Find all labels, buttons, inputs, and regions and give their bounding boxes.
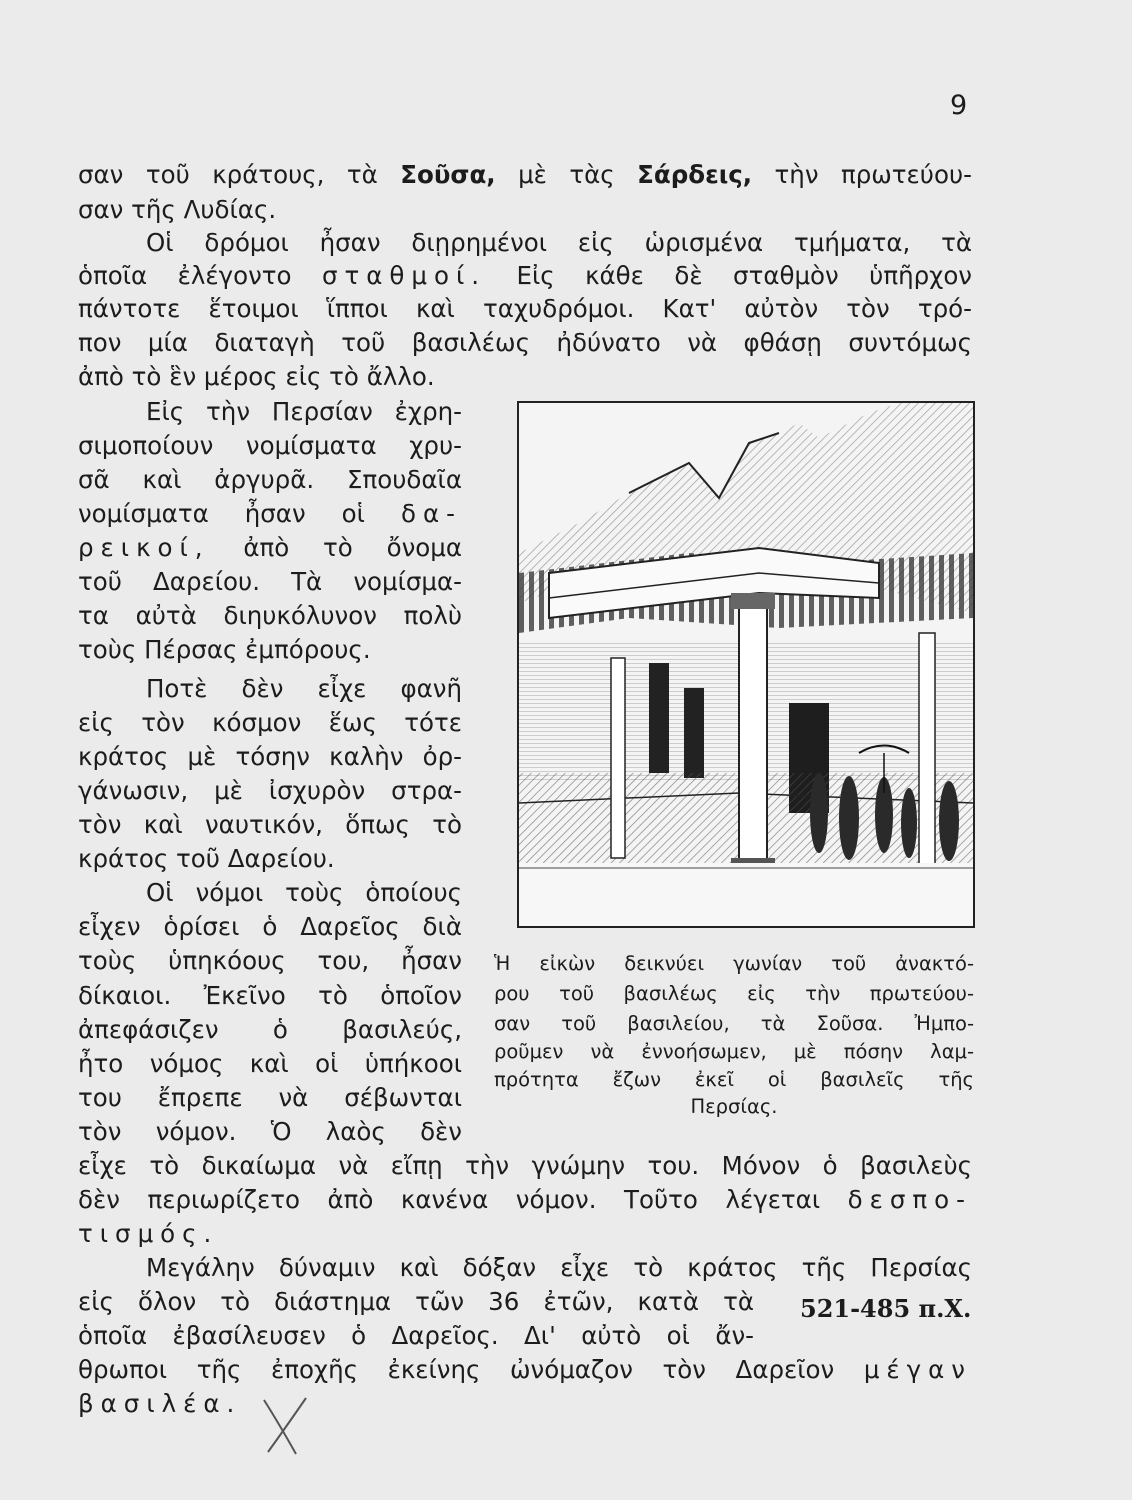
column-line-2: σιμοποίουν νομίσματα χρυ-	[78, 431, 462, 460]
column-line-3: σᾶ καὶ ἀργυρᾶ. Σπουδαῖα	[78, 465, 462, 494]
text-line-4	[78, 259, 972, 293]
column-line-22: τὸν νόμον. Ὁ λαὸς δὲν	[78, 1117, 462, 1146]
place-name-sardeis: Σάρδεις,	[637, 160, 753, 189]
text-segment: Εἰς κάθε δὲ σταθμὸν ὑπῆρχον	[486, 261, 972, 290]
column-line-20: ἦτο νόμος καὶ οἱ ὑπήκοοι	[78, 1049, 462, 1078]
text-line-13: ὁποῖα ἐβασίλευσεν ὁ Δαρεῖος. Δι' αὐτὸ οἱ ἄν-	[78, 1321, 754, 1350]
term-dareikoi-end: ρεικοί,	[78, 533, 210, 562]
column-line-1: Εἰς τὴν Περσίαν ἐχρη-	[146, 397, 462, 426]
caption-line-5: πρότητα ἔζων ἐκεῖ οἱ βασιλεῖς τῆς	[494, 1068, 974, 1091]
column-line-17: τοὺς ὑπηκόους του, ἦσαν	[78, 946, 462, 975]
column-line-10: εἰς τὸν κόσμον ἕως τότε	[78, 708, 462, 737]
text-line-8: εἶχε τὸ δικαίωμα νὰ εἴπῃ τὴν γνώμην του. Μόνον ὁ βασιλεὺς	[78, 1151, 972, 1180]
text-line-9	[78, 1183, 972, 1217]
place-name-sousa: Σοῦσα,	[400, 160, 496, 189]
term-stathmoi: σταθμοί.	[321, 261, 487, 290]
caption-line-4: ροῦμεν νὰ ἐννοήσωμεν, μὲ πόσην λαμ-	[494, 1040, 974, 1063]
palace-drawing	[519, 403, 973, 926]
text-line-12: εἰς ὅλον τὸ διάστημα τῶν 36 ἐτῶν, κατὰ τὰ	[78, 1287, 754, 1316]
text-segment: δὲν περιωρίζετο ἀπὸ κανένα νόμον. Τοῦτο λέγεται	[78, 1185, 848, 1214]
page-number: 9	[950, 90, 968, 121]
text-segment: μὲ τὰς	[495, 160, 638, 189]
column-line-8: τοὺς Πέρσας ἐμπόρους.	[78, 635, 371, 664]
term-dareikoi: δα-	[401, 499, 462, 528]
column-line-21: του ἔπρεπε νὰ σέβωνται	[78, 1083, 462, 1112]
text-line-5: πάντοτε ἕτοιμοι ἵπποι καὶ ταχυδρόμοι. Κατ' αὐτὸν τὸν τρό-	[78, 294, 972, 323]
text-line-7: ἀπὸ τὸ ἓν μέρος εἰς τὸ ἄλλο.	[78, 362, 435, 391]
column-line-6: τοῦ Δαρείου. Τὰ νομίσμα-	[78, 567, 462, 596]
caption-line-1: Ἡ εἰκὼν δεικνύει γωνίαν τοῦ ἀνακτό-	[494, 952, 974, 975]
margin-date: 521-485 π.Χ.	[800, 1294, 972, 1323]
text-line-15: βασιλέα.	[78, 1389, 242, 1418]
caption-line-6: Περσίας.	[690, 1095, 778, 1118]
column-line-15: Οἱ νόμοι τοὺς ὁποίους	[146, 878, 462, 907]
text-line-11: Μεγάλην δύναμιν καὶ δόξαν εἶχε τὸ κράτος τῆς Περσίας	[146, 1253, 972, 1282]
text-line-14	[78, 1353, 972, 1387]
text-line-1	[78, 158, 972, 192]
column-line-12: γάνωσιν, μὲ ἰσχυρὸν στρα-	[78, 776, 462, 805]
caption-line-2: ρου τοῦ βασιλέως εἰς τὴν πρωτεύου-	[494, 982, 974, 1005]
text-line-2: σαν τῆς Λυδίας.	[78, 195, 277, 224]
column-line-5	[78, 531, 462, 565]
column-line-13: τὸν καὶ ναυτικόν, ὅπως τὸ	[78, 810, 462, 839]
text-line-10: τισμός.	[78, 1219, 219, 1248]
text-segment: ὁποῖα ἐλέγοντο	[78, 261, 322, 290]
column-line-19: ἀπεφάσιζεν ὁ βασιλεύς,	[78, 1015, 462, 1044]
palace-illustration	[517, 401, 975, 928]
term-despotismos: δεσπο-	[847, 1185, 972, 1214]
text-segment: ἀπὸ τὸ ὄνομα	[209, 533, 462, 562]
text-line-6: πον μία διαταγὴ τοῦ βασιλέως ἠδύνατο νὰ φθάσῃ συντόμως	[78, 328, 972, 357]
text-segment: σαν τοῦ κράτους, τὰ	[78, 160, 401, 189]
caption-line-3: σαν τοῦ βασιλείου, τὰ Σοῦσα. Ἠμπο-	[494, 1012, 974, 1035]
text-segment: τὴν πρωτεύου-	[752, 160, 972, 189]
term-megan: μέγαν	[863, 1355, 972, 1384]
column-line-16: εἶχεν ὁρίσει ὁ Δαρεῖος διὰ	[78, 912, 462, 941]
text-line-3: Οἱ δρόμοι ἦσαν διῃρημένοι εἰς ὡρισμένα τμήματα, τὰ	[146, 228, 972, 257]
column-line-7: τα αὐτὰ διηυκόλυνον πολὺ	[78, 601, 462, 630]
column-line-4	[78, 497, 462, 531]
column-line-9: Ποτὲ δὲν εἶχε φανῆ	[146, 674, 462, 703]
pencil-x-mark	[256, 1392, 316, 1462]
text-segment: νομίσματα ἦσαν οἱ	[78, 499, 402, 528]
column-line-14: κράτος τοῦ Δαρείου.	[78, 844, 335, 873]
text-segment: θρωποι τῆς ἐποχῆς ἐκείνης ὠνόμαζον τὸν Δαρεῖον	[78, 1355, 864, 1384]
column-line-18: δίκαιοι. Ἐκεῖνο τὸ ὁποῖον	[78, 981, 462, 1010]
column-line-11: κράτος μὲ τόσην καλὴν ὀρ-	[78, 742, 462, 771]
